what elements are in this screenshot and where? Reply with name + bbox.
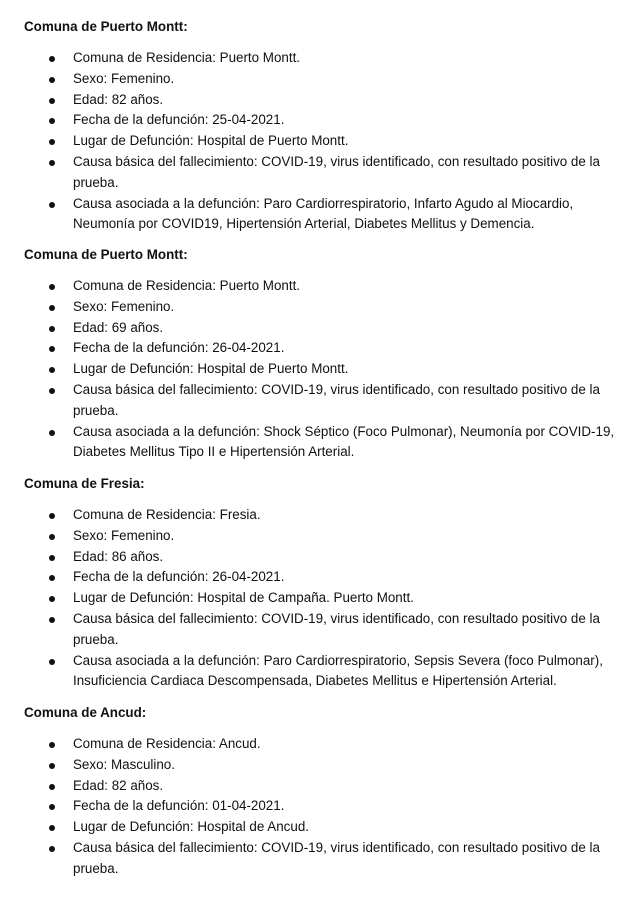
list-item: Causa asociada a la defunción: Shock Séptico (Foco Pulmonar), Neumonía por COVID-19, Diabetes Mellitus Tipo II e Hipertensión Arterial.: [0, 422, 621, 464]
list-item: Lugar de Defunción: Hospital de Puerto Montt.: [0, 359, 621, 380]
section-heading: Comuna de Fresia:: [24, 476, 145, 491]
list-item: Sexo: Femenino.: [0, 526, 621, 547]
bullet-icon: [49, 326, 55, 332]
bullet-icon: [49, 367, 55, 373]
list-item: Comuna de Residencia: Ancud.: [0, 734, 621, 755]
bullet-icon: [49, 659, 55, 665]
bullet-icon: [49, 98, 55, 104]
bullet-icon: [49, 784, 55, 790]
bullet-icon: [49, 825, 55, 831]
bullet-icon: [49, 742, 55, 748]
bullet-icon: [49, 430, 55, 436]
detail-list: [0, 734, 640, 880]
section-heading: Comuna de Puerto Montt:: [24, 19, 188, 34]
list-item: Fecha de la defunción: 26-04-2021.: [0, 567, 621, 588]
detail-list: [0, 505, 640, 692]
section-heading: Comuna de Ancud:: [24, 705, 147, 720]
bullet-icon: [49, 346, 55, 352]
bullet-icon: [49, 202, 55, 208]
list-item: Lugar de Defunción: Hospital de Puerto Montt.: [0, 131, 621, 152]
bullet-icon: [49, 596, 55, 602]
list-item: Causa asociada a la defunción: Paro Cardiorrespiratorio, Sepsis Severa (foco Pulmonar), Insuficiencia Cardiaca Descompensada, Diabetes Mellitus e Hipertensión Arterial.: [0, 651, 621, 693]
list-item: Sexo: Masculino.: [0, 755, 621, 776]
list-item: Lugar de Defunción: Hospital de Ancud.: [0, 817, 621, 838]
list-item: Causa básica del fallecimiento: COVID-19, virus identificado, con resultado positivo de la prueba.: [0, 152, 621, 194]
list-item: Fecha de la defunción: 25-04-2021.: [0, 110, 621, 131]
bullet-icon: [49, 118, 55, 124]
bullet-icon: [49, 763, 55, 769]
list-item: Comuna de Residencia: Puerto Montt.: [0, 276, 621, 297]
list-item: Edad: 82 años.: [0, 90, 621, 111]
bullet-icon: [49, 575, 55, 581]
bullet-icon: [49, 305, 55, 311]
bullet-icon: [49, 846, 55, 852]
bullet-icon: [49, 56, 55, 62]
list-item: Edad: 82 años.: [0, 776, 621, 797]
list-item: Causa básica del fallecimiento: COVID-19, virus identificado, con resultado positivo de la prueba.: [0, 838, 621, 880]
bullet-icon: [49, 804, 55, 810]
list-item: Causa básica del fallecimiento: COVID-19, virus identificado, con resultado positivo de la prueba.: [0, 609, 621, 651]
list-item: Comuna de Residencia: Fresia.: [0, 505, 621, 526]
list-item: Sexo: Femenino.: [0, 297, 621, 318]
detail-list: [0, 276, 640, 463]
list-item: Lugar de Defunción: Hospital de Campaña. Puerto Montt.: [0, 588, 621, 609]
bullet-icon: [49, 139, 55, 145]
list-item: Causa básica del fallecimiento: COVID-19, virus identificado, con resultado positivo de la prueba.: [0, 380, 621, 422]
bullet-icon: [49, 513, 55, 519]
bullet-icon: [49, 617, 55, 623]
bullet-icon: [49, 555, 55, 561]
section-heading: Comuna de Puerto Montt:: [24, 247, 188, 262]
list-item: Fecha de la defunción: 01-04-2021.: [0, 796, 621, 817]
bullet-icon: [49, 284, 55, 290]
bullet-icon: [49, 77, 55, 83]
list-item: Sexo: Femenino.: [0, 69, 621, 90]
bullet-icon: [49, 534, 55, 540]
list-item: Comuna de Residencia: Puerto Montt.: [0, 48, 621, 69]
list-item: Edad: 86 años.: [0, 547, 621, 568]
bullet-icon: [49, 388, 55, 394]
list-item: Causa asociada a la defunción: Paro Cardiorrespiratorio, Infarto Agudo al Miocardio, Neumonía por COVID19, Hipertensión Arterial, Diabetes Mellitus y Demencia.: [0, 194, 621, 236]
list-item: Fecha de la defunción: 26-04-2021.: [0, 338, 621, 359]
detail-list: [0, 48, 640, 235]
list-item: Edad: 69 años.: [0, 318, 621, 339]
bullet-icon: [49, 160, 55, 166]
